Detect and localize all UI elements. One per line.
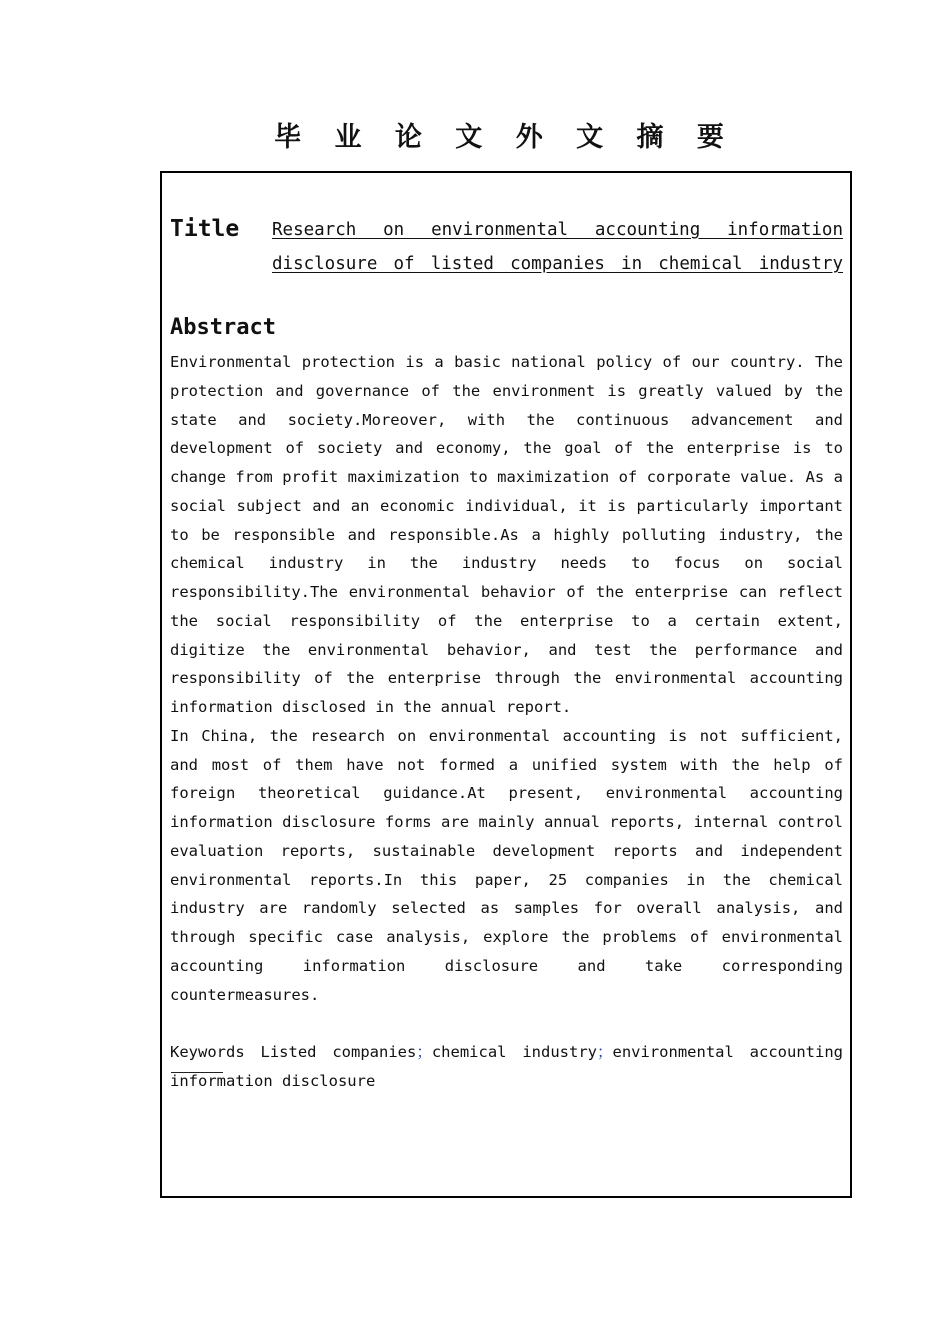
keyword-separator: ； bbox=[416, 1043, 432, 1061]
abstract-body bbox=[170, 348, 843, 1009]
page-title: 毕 业 论 文 外 文 摘 要 bbox=[274, 122, 736, 153]
keywords-line bbox=[170, 1038, 843, 1096]
keyword-separator: ； bbox=[597, 1043, 613, 1061]
keywords-label: Keywords bbox=[170, 1043, 245, 1061]
keyword-listed-companies: Listed companies bbox=[260, 1043, 417, 1061]
abstract-heading: Abstract bbox=[170, 315, 276, 340]
abstract-paragraph-2: In China, the research on environmental accounting is not sufficient, and most of them have not formed a unified system with the help of foreign theoretical guidance.At present, environmental accounting information disclosure forms are mainly annual reports, internal control evaluation reports, sustainable development reports and independent environmental reports.In this paper, 25 companies in the chemical industry are randomly selected as samples for overall analysis, and through specific case analysis, explore the problems of environmental accounting information disclosure and take corresponding countermeasures. bbox=[170, 726, 843, 1004]
keyword-environmental-accounting: environmental accounting information disclosure bbox=[170, 1043, 843, 1090]
thesis-title bbox=[272, 213, 843, 281]
abstract-paragraph-1: Environmental protection is a basic national policy of our country. The protection and governance of the environment is greatly valued by the state and society.Moreover, with the continuous advancement and development of society and economy, the goal of the enterprise is to change from profit maximization to maximization of corporate value. As a social subject and an economic individual, it is particularly important to be responsible and responsible.As a highly polluting industry, the chemical industry in the industry needs to focus on social responsibility.The environmental behavior of the enterprise can reflect the social responsibility of the enterprise to a certain extent, digitize the environmental behavior, and test the performance and responsibility of the enterprise through the environmental accounting information disclosed in the annual report. bbox=[170, 353, 843, 716]
keyword-overline-mark bbox=[171, 1072, 223, 1073]
thesis-title-line-2: disclosure of listed companies in chemical industry bbox=[272, 254, 843, 274]
keyword-chemical-industry: chemical industry bbox=[431, 1043, 597, 1061]
title-label: Title bbox=[170, 216, 240, 242]
thesis-title-line-1: Research on environmental accounting information bbox=[272, 220, 843, 240]
